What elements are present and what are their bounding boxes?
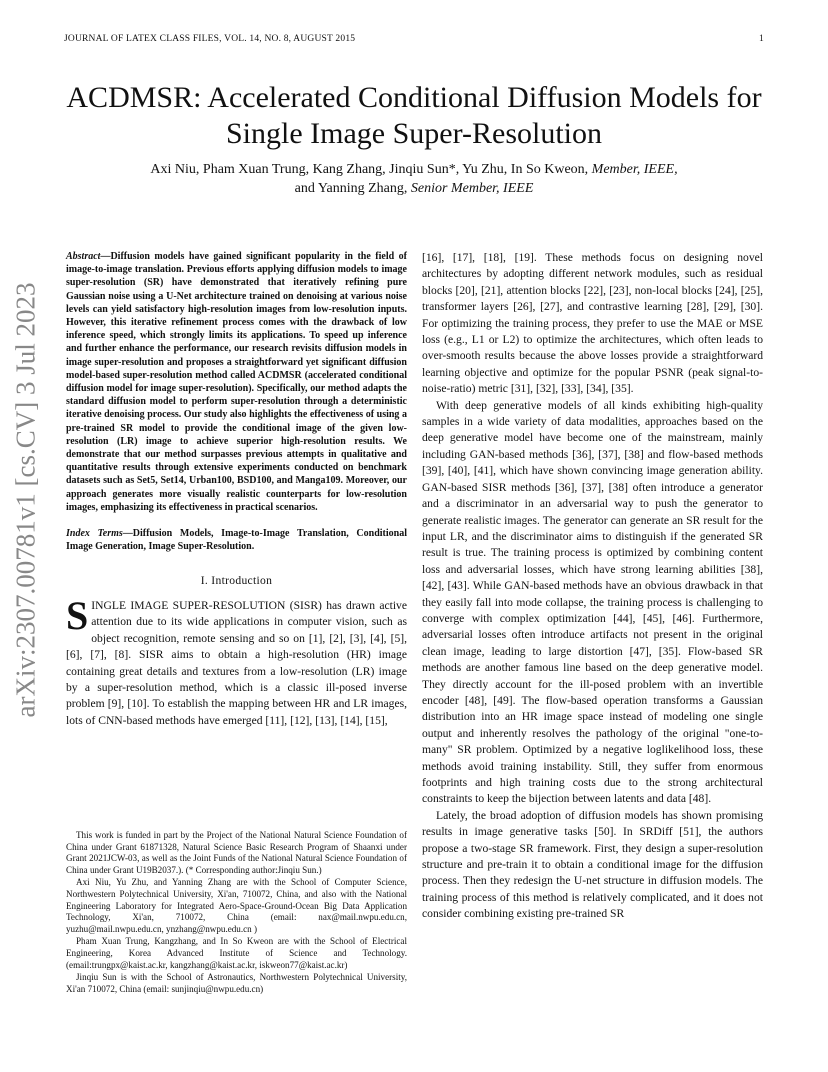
arxiv-stamp <box>6 282 46 718</box>
authors-role2: Senior Member, IEEE <box>410 181 534 196</box>
paper-title: ACDMSR: Accelerated Conditional Diffusion Models for Single Image Super-Resolution <box>66 81 762 150</box>
index-terms <box>66 527 407 553</box>
authors-line1: Axi Niu, Pham Xuan Trung, Kang Zhang, Jinqiu Sun*, Yu Zhu, In So Kweon, <box>150 162 589 177</box>
authors-role1: Member, IEEE, <box>591 162 678 177</box>
footnote-affiliation-astronautics: Jinqiu Sun is with the School of Astronautics, Northwestern Polytechnical University, Xi'an 710072, China (email: sunjinqiu@nwpu.edu.cn) <box>66 972 407 994</box>
right-column <box>422 250 763 923</box>
body-paragraph: [16], [17], [18], [19]. These methods focus on designing novel architectures by adopting different network modules, such as residual blocks [20], [21], attention blocks [22], [23], non-local blocks [24], [25], transformer layers [26], [27], and contrastive learning [28], [29], [30]. For optimizing the training process, they prefer to use the MAE or MSE loss (e.g., L1 or L2) to optimize the architectures, which often leads to over-smooth results because the above losses provide a straightforward learning objective and optimize for the popular PSNR (peak signal-to-noise-ratio) metric [31], [32], [33], [34], [35]. <box>422 251 763 396</box>
left-column <box>66 250 407 729</box>
page-number: 1 <box>759 34 764 44</box>
footnote-affiliation-nwpu: Axi Niu, Yu Zhu, and Yanning Zhang are with the School of Computer Science, Northwestern Polytechnical University, Xi'an, 710072, China, and also with the National Engineering Laboratory for Integrated Aero-Space-Ground-Ocean Big Data Application Technology, Xi'an, 710072, China (email: nax@mail.nwpu.edu.cn, yuzhu@mail.nwpu.edu.cn, ynzhang@nwpu.edu.cn ) <box>66 877 407 934</box>
footnotes <box>66 830 407 996</box>
body-paragraph: Lately, the broad adoption of diffusion models has shown promising results in image generative tasks [50]. In SRDiff [51], the authors propose a two-stage SR framework. First, they design a super-resolution structure and pre-train it to obtain a conditional image for the diffusion process. Then they redesign the U-net structure in diffusion models. The training process of this method is relatively complicated, and it does not consider combining existing pre-trained SR <box>422 808 763 921</box>
running-header <box>64 34 764 44</box>
body-paragraph: With deep generative models of all kinds exhibiting high-quality samples in a wide variety of data modalities, approaches based on the deep generative model have become one of the mainstream, mainly including GAN-based methods [36], [37], [38] and flow-based methods [39], [40], [41], which have shown convincing image generation ability. GAN-based SISR methods [36], [37], [38] often introduce a generator and a discriminator in an adversarial way to push the generator to generate realistic images. The generator can generate an SR result for the input LR, and the discriminator aims to distinguish if the generated SR result is true. The training process is optimized by combining content loss and adversarial losses, which have strong learning abilities [38], [42], [43]. While GAN-based methods have an obvious drawback in that they easily fall into mode collapse, the training process is challenging to converge with complex optimization [44], [45], [46]. Furthermore, adversarial losses often introduce artifacts not present in the original clean image, leading to large distortion [47], [35]. Flow-based SR methods are another famous line based on the deep generative model. They directly account for the ill-posed problem with an invertible encoder [48], [49]. The flow-based operation transforms a Gaussian distribution into an HR image space instead of modeling one single output and inherently resolves the pathology of the original "one-to-many" SR problem. Optimized by a negative loglikelihood loss, these methods avoid training instability. Still, they suffer from enormous footprints and high training costs due to the strong architectural constraints to keep the bijection between latents and data [48]. <box>422 398 763 806</box>
section-heading: I. Introduction <box>200 574 273 588</box>
abstract-label: Abstract <box>66 251 101 262</box>
author-list <box>60 160 768 198</box>
abstract-text: —Diffusion models have gained significant popularity in the field of image-to-image translation. Previous efforts applying diffusion models to image super-resolution (SR) have demonstrated that iteratively refining pure Gaussian noise using a U-Net architecture trained on denoising at various noise levels can yield satisfactory high-resolution images from low-resolution inputs. However, this iterative refinement process comes with the drawback of low inference speed, which strongly limits its applications. To speed up inference and further enhance the performance, our research revisits diffusion models in image super-resolution and proposes a straightforward yet significant diffusion model-based super-resolution method called ACDMSR (accelerated conditional diffusion model for image super-resolution). Specifically, our method adapts the standard diffusion model to perform super-resolution through a deterministic iterative denoising process. Our study also highlights the effectiveness of using a pre-trained SR model to provide the conditional image of the given low-resolution (LR) image to achieve superior high-resolution results. We demonstrate that our method surpasses previous attempts in qualitative and quantitative results through extensive experiments conducted on benchmark datasets such as Set5, Set14, Urban100, BSD100, and Manga109. Moreover, our approach generates more visually realistic counterparts for low-resolution images, emphasizing its effectiveness in practical scenarios. <box>66 251 407 513</box>
index-terms-text: —Diffusion Models, Image-to-Image Translation, Conditional Image Generation, Image Super-Resolution. <box>66 528 407 553</box>
index-terms-label: Index Terms <box>66 528 123 540</box>
authors-line2: and Yanning Zhang, <box>294 181 408 196</box>
journal-header: JOURNAL OF LATEX CLASS FILES, VOL. 14, NO. 8, AUGUST 2015 <box>64 34 356 44</box>
intro-paragraph <box>66 592 407 729</box>
intro-text: INGLE IMAGE SUPER-RESOLUTION (SISR) has drawn active attention due to its wide applications in computer vision, such as object recognition, remote sensing and so on [1], [2], [3], [4], [5], [6], [7], [8]. SISR aims to obtain a high-resolution (HR) image containing great details and textures from a low-resolution (LR) image by a super-resolution method, which is a classic ill-posed inverse problem [9], [10]. To establish the mapping between HR and LR images, lots of CNN-based methods have emerged [11], [12], [13], [14], [15], <box>66 598 407 727</box>
abstract <box>66 250 407 514</box>
drop-cap: S <box>66 592 89 638</box>
footnote-affiliation-kaist: Pham Xuan Trung, Kangzhang, and In So Kweon are with the School of Electrical Engineering, Korea Advanced Institute of Science and Technology. (email:trungpx@kaist.ac.kr, kangzhang@kaist.ac.kr, iskweon77@kaist.ac.kr) <box>66 936 407 970</box>
footnote-funding: This work is funded in part by the Project of the National Natural Science Foundation of China under Grant 61871328, Natural Science Basic Research Program of Shaanxi under Grant 2021JCW-03, as well as the Joint Funds of the National Natural Science Foundation of China under Grant U19B2037.). (* Corresponding author:Jinqiu Sun.) <box>66 830 407 875</box>
arxiv-id: arXiv:2307.00781v1 [cs.CV] 3 Jul 2023 <box>10 282 41 718</box>
